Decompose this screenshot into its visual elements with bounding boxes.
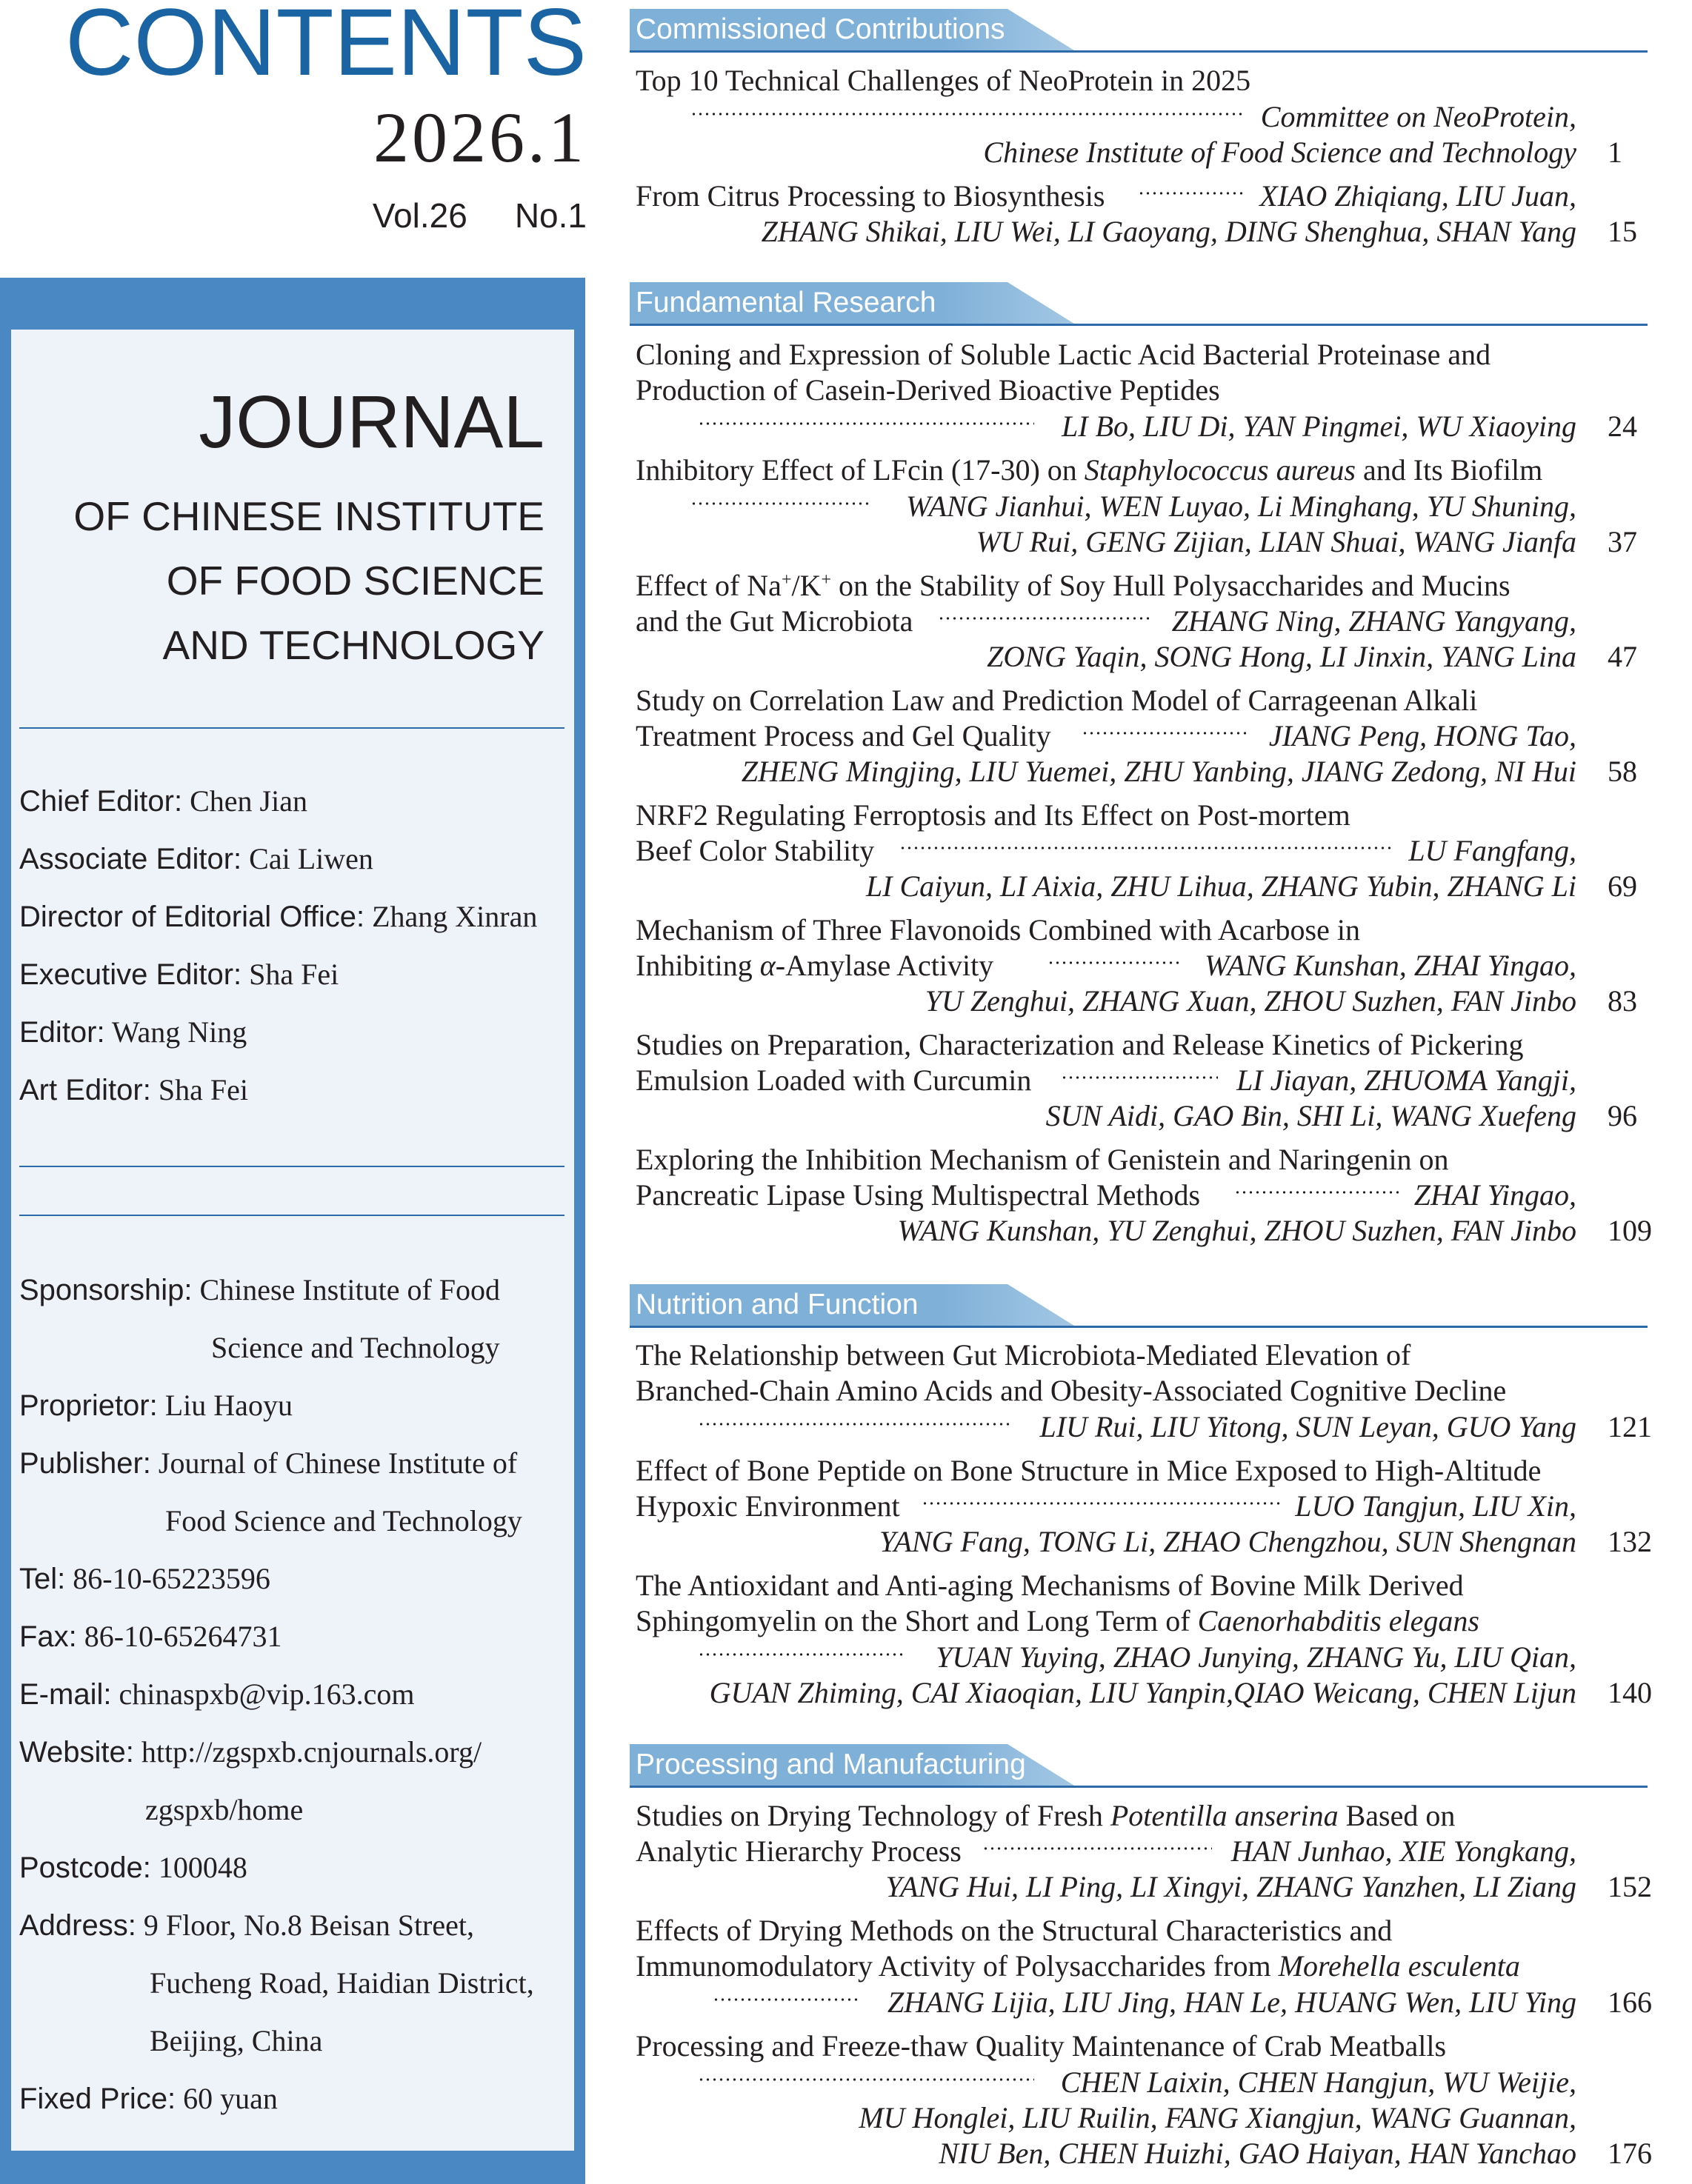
page-number: 69 — [1608, 869, 1637, 903]
article-title[interactable]: Effect of Na+/K+ on the Stability of Soy Hull Polysaccharides and Mucins — [636, 569, 1511, 602]
article-authors: CHEN Laixin, CHEN Hangjun, WU Weijie, — [1060, 2066, 1576, 2099]
leader-dots — [690, 112, 1245, 116]
leader-dots — [698, 2077, 1034, 2082]
article-title[interactable]: Beef Color Stability — [636, 834, 875, 867]
article-authors: LI Bo, LIU Di, YAN Pingmei, WU Xiaoying — [1062, 410, 1576, 443]
divider — [19, 1215, 564, 1216]
issue-number: No.1 — [514, 196, 587, 235]
article-title[interactable]: Branched-Chain Amino Acids and Obesity-Associated Cognitive Decline — [636, 1374, 1507, 1407]
leader-dots — [698, 1652, 902, 1657]
article-title[interactable]: The Relationship between Gut Microbiota-Mediated Elevation of — [636, 1338, 1411, 1372]
page-number: 96 — [1608, 1099, 1637, 1132]
article-title[interactable]: NRF2 Regulating Ferroptosis and Its Effect on Post-mortem — [636, 798, 1350, 832]
volume-number — [39, 198, 587, 233]
article-title[interactable]: Mechanism of Three Flavonoids Combined with Acarbose in — [636, 913, 1360, 946]
section-rule — [630, 1326, 1648, 1328]
postcode: Postcode: 100048 — [19, 1851, 247, 1884]
contents-heading: CONTENTS — [65, 0, 587, 96]
leader-dots — [899, 846, 1393, 850]
article-authors: YU Zenghui, ZHANG Xuan, ZHOU Suzhen, FAN Jinbo — [925, 984, 1576, 1018]
article-title[interactable]: Production of Casein-Derived Bioactive Peptides — [636, 373, 1220, 407]
art-editor: Art Editor: Sha Fei — [19, 1073, 248, 1106]
article-title[interactable]: Effect of Bone Peptide on Bone Structure in Mice Exposed to High-Altitude — [636, 1454, 1542, 1487]
chief-editor: Chief Editor: Chen Jian — [19, 784, 307, 818]
article-authors: GUAN Zhiming, CAI Xiaoqian, LIU Yanpin,QIAO Weicang, CHEN Lijun — [709, 1676, 1576, 1709]
page-number: 152 — [1608, 1870, 1652, 1903]
leader-dots — [922, 1501, 1283, 1506]
article-authors: LU Fangfang, — [1408, 834, 1576, 867]
page-number: 132 — [1608, 1525, 1652, 1558]
director-editorial-office: Director of Editorial Office: Zhang Xinran — [19, 900, 538, 933]
article-authors: SUN Aidi, GAO Bin, SHI Li, WANG Xuefeng — [1045, 1099, 1576, 1132]
telephone: Tel: 86-10-65223596 — [19, 1562, 270, 1595]
issue-date: 2026.1 — [373, 98, 587, 177]
article-title[interactable]: Inhibitory Effect of LFcin (17-30) on Staphylococcus aureus and Its Biofilm — [636, 453, 1543, 487]
article-authors: XIAO Zhiqiang, LIU Juan, — [1259, 179, 1576, 213]
article-authors: NIU Ben, CHEN Huizhi, GAO Haiyan, HAN Yanchao — [939, 2137, 1576, 2170]
page-number: 121 — [1608, 1410, 1652, 1443]
journal-name: JOURNAL — [199, 381, 544, 464]
page-number: 24 — [1608, 410, 1637, 443]
page-number: 58 — [1608, 755, 1637, 788]
article-authors: HAN Junhao, XIE Yongkang, — [1230, 1834, 1576, 1868]
leader-dots — [698, 421, 1034, 426]
article-authors: LUO Tangjun, LIU Xin, — [1295, 1489, 1576, 1523]
article-title[interactable]: and the Gut Microbiota — [636, 604, 913, 638]
article-title[interactable]: Hypoxic Environment — [636, 1489, 900, 1523]
editor: Editor: Wang Ning — [19, 1015, 247, 1049]
section-rule — [630, 324, 1648, 326]
section-title: Commissioned Contributions — [636, 13, 1005, 45]
article-title[interactable]: Studies on Preparation, Characterization and Release Kinetics of Pickering — [636, 1028, 1524, 1061]
page-number: 166 — [1608, 1986, 1652, 2019]
leader-dots — [1138, 191, 1245, 196]
leader-dots — [1061, 1075, 1218, 1080]
volume: Vol.26 — [372, 196, 467, 235]
article-title[interactable]: Processing and Freeze-thaw Quality Maintenance of Crab Meatballs — [636, 2029, 1447, 2063]
article-authors: ZHANG Lijia, LIU Jing, HAN Le, HUANG Wen, LIU Ying — [887, 1986, 1576, 2019]
article-authors: ZHANG Shikai, LIU Wei, LI Gaoyang, DING Shenghua, SHAN Yang — [761, 215, 1576, 248]
article-title[interactable]: Pancreatic Lipase Using Multispectral Methods — [636, 1178, 1201, 1212]
article-title[interactable]: From Citrus Processing to Biosynthesis — [636, 179, 1105, 213]
leader-dots — [1082, 731, 1249, 735]
journal-subtitle-line: OF CHINESE INSTITUTE — [73, 493, 544, 539]
page-number: 140 — [1608, 1676, 1652, 1709]
email: E-mail: chinaspxb@vip.163.com — [19, 1677, 415, 1711]
publisher-continued: Food Science and Technology — [165, 1504, 522, 1537]
article-authors: Committee on NeoProtein, — [1260, 100, 1576, 133]
sponsorship-continued: Science and Technology — [211, 1331, 500, 1364]
article-authors: ZHAI Yingao, — [1413, 1178, 1576, 1212]
leader-dots — [982, 1846, 1212, 1851]
article-authors: WANG Jianhui, WEN Luyao, Li Minghang, YU Shuning, — [906, 490, 1576, 523]
article-authors: ZHENG Mingjing, LIU Yuemei, ZHU Yanbing, JIANG Zedong, NI Hui — [741, 755, 1576, 788]
divider — [19, 727, 564, 729]
article-authors: ZONG Yaqin, SONG Hong, LI Jinxin, YANG Lina — [987, 640, 1576, 673]
leader-dots — [713, 1997, 858, 2002]
article-title[interactable]: Top 10 Technical Challenges of NeoProtein in 2025 — [636, 64, 1251, 97]
sponsorship: Sponsorship: Chinese Institute of Food — [19, 1273, 501, 1306]
article-title[interactable]: Treatment Process and Gel Quality — [636, 719, 1051, 752]
fixed-price: Fixed Price: 60 yuan — [19, 2082, 278, 2115]
article-title[interactable]: Analytic Hierarchy Process — [636, 1834, 962, 1868]
article-title[interactable]: Emulsion Loaded with Curcumin — [636, 1063, 1032, 1097]
page-number: 15 — [1608, 215, 1637, 248]
address-continued: Beijing, China — [150, 2024, 323, 2057]
article-authors: MU Honglei, LIU Ruilin, FANG Xiangjun, WANG Guannan, — [859, 2101, 1576, 2134]
website: Website: http://zgspxb.cnjournals.org/ — [19, 1735, 482, 1769]
article-title[interactable]: Effects of Drying Methods on the Structural Characteristics and — [636, 1914, 1393, 1947]
section-title: Fundamental Research — [636, 287, 936, 318]
article-authors: YANG Hui, LI Ping, LI Xingyi, ZHANG Yanzhen, LI Ziang — [885, 1870, 1576, 1903]
article-title[interactable]: Sphingomyelin on the Short and Long Term of Caenorhabditis elegans — [636, 1604, 1479, 1637]
article-title[interactable]: Cloning and Expression of Soluble Lactic Acid Bacterial Proteinase and — [636, 338, 1491, 371]
section-title: Processing and Manufacturing — [636, 1749, 1026, 1780]
associate-editor: Associate Editor: Cai Liwen — [19, 842, 373, 875]
leader-dots — [698, 1422, 1013, 1426]
leader-dots — [1047, 961, 1182, 965]
fax: Fax: 86-10-65264731 — [19, 1620, 282, 1653]
article-authors: Chinese Institute of Food Science and Technology — [983, 136, 1576, 169]
leader-dots — [1234, 1190, 1402, 1195]
article-authors: LI Jiayan, ZHUOMA Yangji, — [1236, 1063, 1576, 1097]
divider — [19, 1166, 564, 1167]
article-title[interactable]: Exploring the Inhibition Mechanism of Genistein and Naringenin on — [636, 1143, 1449, 1176]
leader-dots — [938, 616, 1153, 621]
article-title[interactable]: Studies on Drying Technology of Fresh Potentilla anserina Based on — [636, 1799, 1456, 1832]
website-continued: zgspxb/home — [145, 1793, 304, 1826]
article-title[interactable]: Immunomodulatory Activity of Polysaccharides from Morehella esculenta — [636, 1949, 1520, 1983]
article-authors: WANG Kunshan, ZHAI Yingao, — [1204, 949, 1576, 982]
article-authors: LIU Rui, LIU Yitong, SUN Leyan, GUO Yang — [1039, 1410, 1576, 1443]
page-number: 109 — [1608, 1214, 1652, 1247]
page-number: 37 — [1608, 525, 1637, 558]
address: Address: 9 Floor, No.8 Beisan Street, — [19, 1909, 474, 1942]
journal-subtitle-line: AND TECHNOLOGY — [162, 622, 544, 668]
executive-editor: Executive Editor: Sha Fei — [19, 958, 339, 991]
article-title[interactable]: Inhibiting α-Amylase Activity — [636, 949, 994, 982]
section-rule — [630, 50, 1648, 53]
page-number: 83 — [1608, 984, 1637, 1018]
article-authors: YANG Fang, TONG Li, ZHAO Chengzhou, SUN Shengnan — [879, 1525, 1576, 1558]
article-authors: WU Rui, GENG Zijian, LIAN Shuai, WANG Jianfa — [976, 525, 1576, 558]
publisher: Publisher: Journal of Chinese Institute of — [19, 1446, 518, 1480]
article-authors: LI Caiyun, LI Aixia, ZHU Lihua, ZHANG Yubin, ZHANG Li — [865, 869, 1576, 903]
article-authors: WANG Kunshan, YU Zenghui, ZHOU Suzhen, FAN Jinbo — [897, 1214, 1576, 1247]
article-authors: YUAN Yuying, ZHAO Junying, ZHANG Yu, LIU Qian, — [936, 1640, 1576, 1674]
article-title[interactable]: The Antioxidant and Anti-aging Mechanisms of Bovine Milk Derived — [636, 1569, 1464, 1602]
section-title: Nutrition and Function — [636, 1289, 919, 1320]
leader-dots — [690, 501, 871, 506]
journal-subtitle-line: OF FOOD SCIENCE — [166, 558, 544, 604]
page-number: 176 — [1608, 2137, 1652, 2170]
article-authors: JIANG Peng, HONG Tao, — [1268, 719, 1576, 752]
proprietor: Proprietor: Liu Haoyu — [19, 1389, 293, 1422]
section-rule — [630, 1786, 1648, 1788]
article-title[interactable]: Study on Correlation Law and Prediction Model of Carrageenan Alkali — [636, 684, 1478, 717]
page-number: 1 — [1608, 136, 1622, 169]
address-continued: Fucheng Road, Haidian District, — [150, 1966, 534, 2000]
page-number: 47 — [1608, 640, 1637, 673]
article-authors: ZHANG Ning, ZHANG Yangyang, — [1171, 604, 1576, 638]
